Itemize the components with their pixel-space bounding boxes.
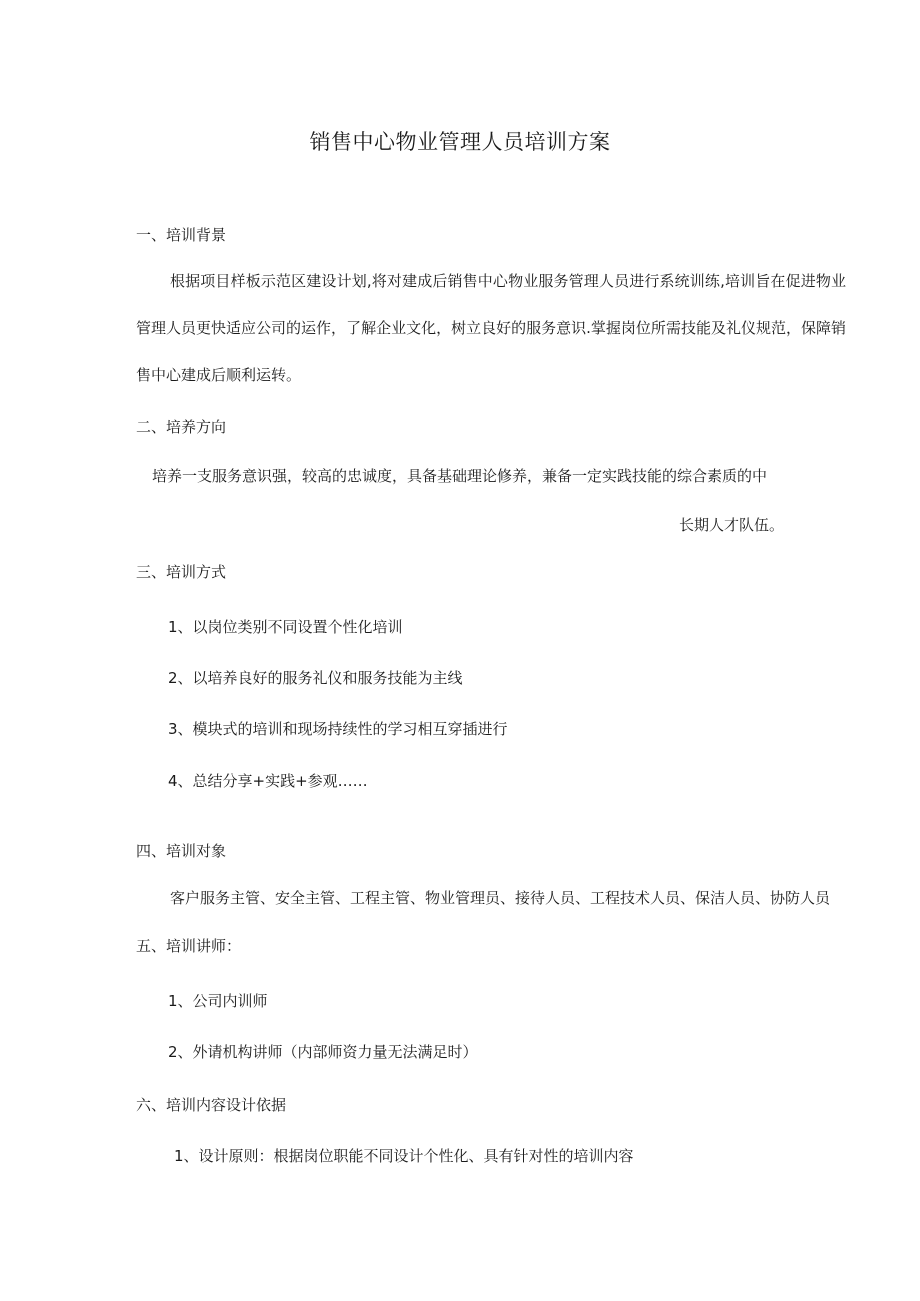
list-item-design-basis-1: 1、设计原则：根据岗位职能不同设计个性化、具有针对性的培训内容 — [174, 1147, 634, 1165]
section-heading-method: 三、培训方式 — [136, 563, 227, 581]
list-item-method-4: 4、总结分享+实践+参观…… — [168, 772, 368, 790]
section-heading-design-basis: 六、培训内容设计依据 — [136, 1096, 287, 1114]
list-item-method-1: 1、以岗位类别不同设置个性化培训 — [168, 618, 403, 636]
section-heading-audience: 四、培训对象 — [136, 842, 227, 860]
section-heading-direction: 二、培养方向 — [136, 418, 227, 436]
list-item-trainer-2: 2、外请机构讲师（内部师资力量无法满足时） — [168, 1043, 478, 1061]
section-body-audience: 客户服务主管、安全主管、工程主管、物业管理员、接待人员、工程技术人员、保洁人员、协防人员 — [170, 889, 831, 907]
section-body-background: 根据项目样板示范区建设计划,将对建成后销售中心物业服务管理人员进行系统训练,培训旨在促进物业管理人员更快适应公司的运作，了解企业文化，树立良好的服务意识.掌握岗位所需技能及礼仪规范，保障销售中心建成后顺利运转。 — [136, 272, 846, 384]
list-item-method-3: 3、模块式的培训和现场持续性的学习相互穿插进行 — [168, 720, 508, 738]
document-title: 销售中心物业管理人员培训方案 — [309, 130, 611, 154]
section-body-direction-line2: 长期人才队伍。 — [679, 516, 785, 534]
list-item-trainer-1: 1、公司内训师 — [168, 992, 268, 1010]
section-heading-background: 一、培训背景 — [136, 226, 227, 244]
list-item-method-2: 2、以培养良好的服务礼仪和服务技能为主线 — [168, 669, 463, 687]
section-body-direction-line1: 培养一支服务意识强，较高的忠诚度，具备基础理论修养，兼备一定实践技能的综合素质的中 — [152, 467, 768, 485]
section-heading-trainers: 五、培训讲师： — [136, 937, 242, 955]
